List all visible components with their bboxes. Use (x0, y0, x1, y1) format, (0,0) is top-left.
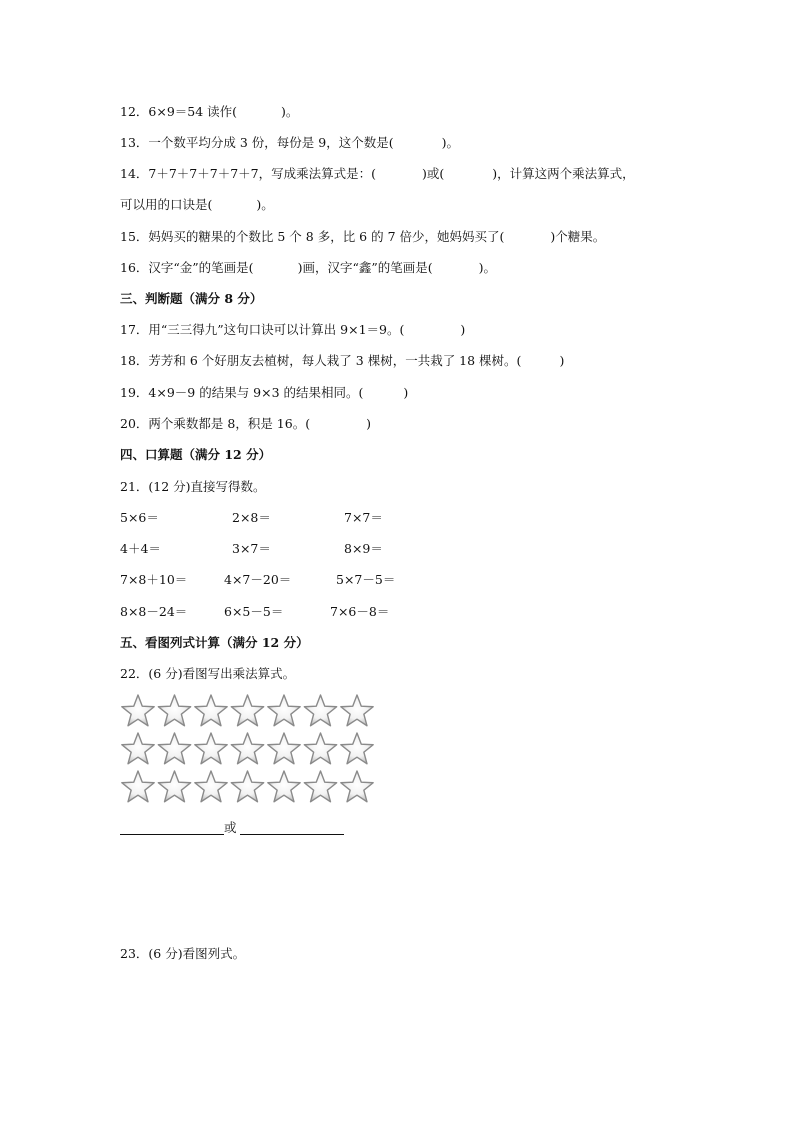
star-grid (119, 693, 379, 808)
calc-item: 4＋4＝ (120, 541, 161, 556)
question-17: 17．用“三三得九”这句口诀可以计算出 9×1＝9。( ) (120, 322, 466, 337)
star-icon (304, 695, 336, 726)
calc-item: 2×8＝ (232, 510, 271, 525)
question-16: 16．汉字“金”的笔画是( )画，汉字“鑫”的笔画是( )。 (120, 260, 497, 275)
section-4-heading: 四、口算题（满分 12 分） (120, 447, 272, 462)
answer-line[interactable] (240, 834, 344, 835)
answer-line[interactable] (120, 834, 224, 835)
calc-item: 5×7－5＝ (336, 572, 396, 587)
question-20: 20．两个乘数都是 8，积是 16。( ) (120, 416, 371, 431)
star-icon (268, 733, 300, 764)
star-icon (195, 733, 227, 764)
star-icon (158, 771, 190, 802)
star-icon (195, 695, 227, 726)
calc-item: 7×7＝ (344, 510, 383, 525)
calc-item: 6×5－5＝ (224, 604, 284, 619)
question-13: 13．一个数平均分成 3 份，每份是 9，这个数是( )。 (120, 135, 459, 150)
calc-item: 4×7－20＝ (224, 572, 292, 587)
question-14: 14．7＋7＋7＋7＋7＋7，写成乘法算式是：( )或( )，计算这两个乘法算式， (120, 166, 635, 181)
question-19: 19．4×9－9 的结果与 9×3 的结果相同。( ) (120, 385, 409, 400)
star-icon (122, 771, 154, 802)
question-23: 23．(6 分)看图列式。 (120, 946, 246, 961)
question-14-line2: 可以用的口诀是( )。 (120, 197, 274, 212)
question-22: 22．(6 分)看图写出乘法算式。 (120, 666, 296, 681)
calc-item: 8×9＝ (344, 541, 383, 556)
star-icon (341, 771, 373, 802)
star-icon (158, 695, 190, 726)
star-icon (268, 771, 300, 802)
calc-item: 7×6－8＝ (330, 604, 390, 619)
calc-item: 7×8＋10＝ (120, 572, 188, 587)
question-12: 12．6×9＝54 读作( )。 (120, 104, 299, 119)
star-icon (122, 733, 154, 764)
star-icon (158, 733, 190, 764)
question-18: 18．芳芳和 6 个好朋友去植树，每人栽了 3 棵树，一共栽了 18 棵树。( ) (120, 353, 565, 368)
star-icon (304, 771, 336, 802)
star-icon (341, 695, 373, 726)
star-icon (304, 733, 336, 764)
star-icon (231, 695, 263, 726)
calc-item: 3×7＝ (232, 541, 271, 556)
star-icon (231, 771, 263, 802)
star-icon (231, 733, 263, 764)
question-21: 21．(12 分)直接写得数。 (120, 479, 266, 494)
star-icon (195, 771, 227, 802)
section-3-heading: 三、判断题（满分 8 分） (120, 291, 263, 306)
calc-item: 8×8－24＝ (120, 604, 188, 619)
star-icon (341, 733, 373, 764)
star-icon (122, 695, 154, 726)
question-15: 15．妈妈买的糖果的个数比 5 个 8 多，比 6 的 7 倍少，她妈妈买了( )个糖果。 (120, 229, 606, 244)
star-icon (268, 695, 300, 726)
section-5-heading: 五、看图列式计算（满分 12 分） (120, 635, 309, 650)
calc-item: 5×6＝ (120, 510, 159, 525)
or-label: 或 (224, 820, 237, 835)
